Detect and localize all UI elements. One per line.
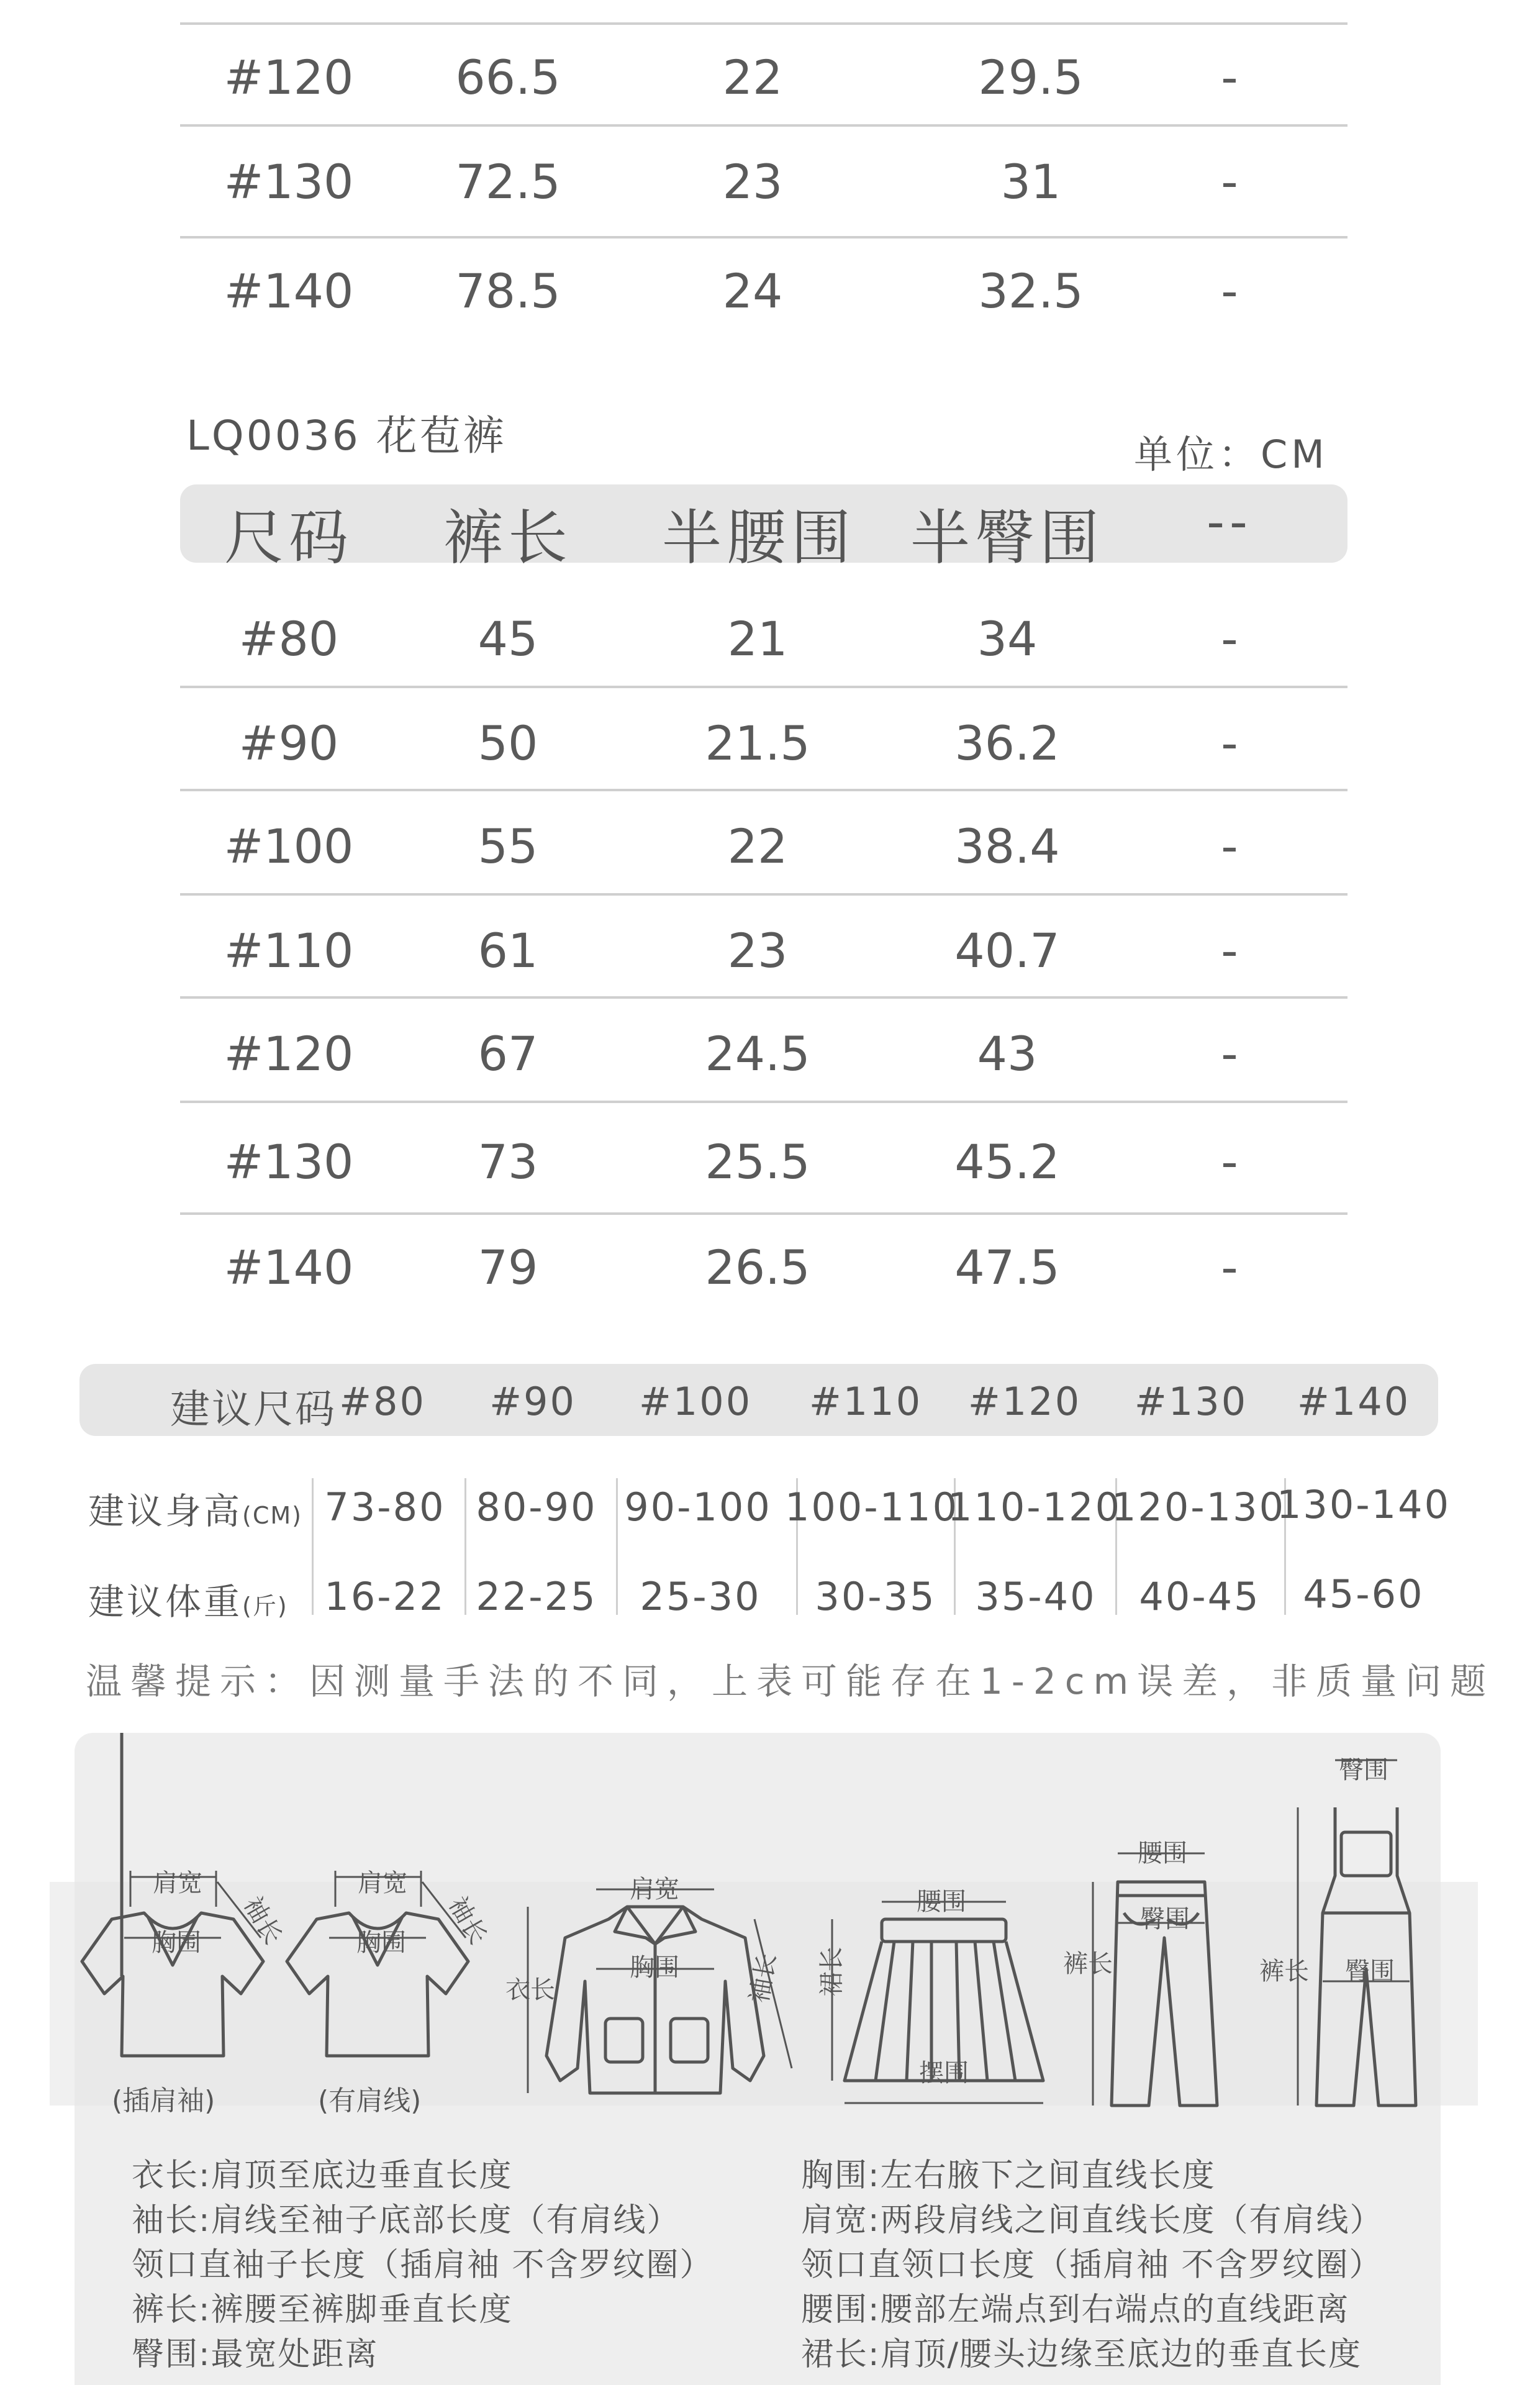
note-left: 领口直袖子长度（插肩袖 不含罗纹圈） (132, 2246, 713, 2284)
label-sleeve: 袖长 (443, 1892, 492, 1950)
value-cell: 21.5 (705, 716, 810, 771)
value-cell: 34 (977, 611, 1038, 666)
value-cell: 61 (478, 923, 538, 978)
recommend-height: 130-140 (1276, 1482, 1451, 1527)
table2 (180, 584, 1348, 1314)
recommend-height: 73-80 (324, 1484, 446, 1530)
recommend-height: 100-110 (784, 1484, 959, 1530)
value-cell: 47.5 (954, 1240, 1060, 1295)
value-cell: 40.7 (954, 923, 1060, 978)
note-right: 裙长:肩顶/腰头边缘至底边的垂直长度 (801, 2336, 1362, 2373)
value-cell: 66.5 (455, 50, 561, 105)
size-cell: #140 (224, 263, 354, 319)
value-cell: 23 (727, 923, 788, 978)
value-cell: 73 (478, 1134, 538, 1189)
garment-diagrams (0, 1733, 1540, 2130)
recommend-weight: 22-25 (476, 1574, 597, 1619)
note-right: 胸围:左右腋下之间直线长度 (801, 2157, 1216, 2194)
recommend-size: #140 (1297, 1379, 1411, 1424)
recommend-weight: 30-35 (815, 1574, 936, 1619)
label-sleeve: 袖长 (238, 1892, 288, 1950)
note-right: 腰围:腰部左端点到右端点的直线距离 (801, 2291, 1350, 2328)
label-chest: 胸围 (630, 1953, 679, 1982)
value-cell: - (1221, 819, 1238, 874)
recommend-size: #100 (638, 1379, 753, 1424)
size-cell: #120 (224, 1026, 354, 1081)
recommend-size: #120 (967, 1379, 1082, 1424)
value-cell: 72.5 (455, 154, 561, 209)
value-cell: 21 (727, 611, 788, 666)
label-sleeve: 袖长 (745, 1951, 782, 2006)
value-cell: - (1221, 1134, 1238, 1189)
value-cell: 23 (722, 154, 783, 209)
table-row (180, 999, 1348, 1103)
table-row (180, 584, 1348, 688)
recommend-weight-label (88, 1573, 288, 1625)
measurement-tip: 温馨提示：因测量手法的不同，上表可能存在1-2cm误差，非质量问题 (86, 1660, 1495, 1702)
header-size: 尺码 (224, 503, 353, 573)
weight-unit: (斤) (242, 1592, 288, 1620)
value-cell: - (1221, 716, 1238, 771)
value-cell: - (1221, 1240, 1238, 1295)
table-row (180, 1215, 1348, 1314)
table-header (180, 484, 1348, 573)
section-title: LQ0036 花苞裤 (186, 412, 507, 460)
table-row (180, 791, 1348, 896)
value-cell: 22 (727, 819, 788, 874)
recommend-weight: 16-22 (324, 1574, 446, 1619)
recommend-height: 80-90 (476, 1484, 597, 1530)
overalls-diagram (1298, 1760, 1416, 2106)
header-half-waist: 半腰围 (662, 503, 856, 573)
note-right: 领口直领口长度（插肩袖 不含罗纹圈） (801, 2246, 1383, 2284)
value-cell: 29.5 (978, 50, 1084, 105)
header-pants-length: 裤长 (443, 503, 573, 573)
label-hip: 臀围 (1345, 1957, 1395, 1986)
header-half-hip: 半臀围 (910, 503, 1104, 573)
table-row (180, 688, 1348, 791)
column-divider (312, 1478, 314, 1615)
value-cell: 24.5 (705, 1026, 810, 1081)
recommend-size: #80 (339, 1379, 426, 1424)
value-cell: 38.4 (954, 819, 1060, 874)
size-cell: #130 (224, 154, 354, 209)
label-hip: 臀围 (1140, 1905, 1190, 1933)
table-row (180, 25, 1348, 127)
label-length: 衣长 (505, 1976, 555, 2004)
size-cell: #130 (224, 1134, 354, 1189)
height-unit: (CM) (242, 1502, 302, 1529)
recommend-height: 120-130 (1111, 1484, 1286, 1530)
value-cell: 22 (722, 50, 783, 105)
recommend-height: 90-100 (624, 1484, 772, 1530)
value-cell: 78.5 (455, 263, 561, 319)
unit-label: 单位：CM (1134, 432, 1328, 477)
shoulder-seam-caption: (有肩线) (318, 2085, 422, 2117)
label-chest: 胸围 (356, 1928, 406, 1957)
size-cell: #80 (238, 611, 339, 666)
value-cell: 36.2 (954, 716, 1060, 771)
value-cell: 67 (478, 1026, 538, 1081)
table1 (180, 25, 1348, 344)
recommend-size: #110 (808, 1379, 923, 1424)
value-cell: 25.5 (705, 1134, 810, 1189)
note-left: 衣长:肩顶至底边垂直长度 (132, 2157, 513, 2194)
recommend-height-label (88, 1482, 302, 1534)
value-cell: 45 (478, 611, 538, 666)
size-cell: #120 (224, 50, 354, 105)
label-hem: 摆围 (919, 2059, 969, 2087)
value-cell: 43 (977, 1026, 1038, 1081)
table-row (180, 1103, 1348, 1215)
column-divider (616, 1478, 618, 1615)
recommend-header-label: 建议尺码 (170, 1387, 337, 1433)
label-shoulder: 肩宽 (153, 1869, 202, 1897)
value-cell: 55 (478, 819, 538, 874)
note-left: 臀围:最宽处距离 (132, 2336, 379, 2373)
recommend-size: #90 (489, 1379, 576, 1424)
label-pants-length: 裤长 (1063, 1950, 1113, 1978)
value-cell: 24 (722, 263, 783, 319)
value-cell: 50 (478, 716, 538, 771)
raglan-caption: (插肩袖) (112, 2085, 215, 2117)
value-cell: 26.5 (705, 1240, 810, 1295)
height-label-text: 建议身高 (88, 1490, 243, 1532)
recommend-weight: 35-40 (975, 1574, 1097, 1619)
label-waist: 腰围 (917, 1888, 966, 1916)
label-chest: 胸围 (152, 1928, 201, 1957)
recommend-size: #130 (1134, 1379, 1248, 1424)
pants-diagram (1093, 1853, 1217, 2106)
value-cell: - (1221, 923, 1238, 978)
table-row (180, 238, 1348, 344)
size-cell: #90 (238, 716, 339, 771)
value-cell: 45.2 (954, 1134, 1060, 1189)
note-right: 肩宽:两段肩线之间直线长度（有肩线） (801, 2202, 1384, 2239)
size-cell: #110 (224, 923, 354, 978)
recommend-height: 110-120 (947, 1484, 1122, 1530)
value-cell: 32.5 (978, 263, 1084, 319)
weight-label-text: 建议体重 (88, 1581, 243, 1623)
note-left: 裤长:裤腰至裤脚垂直长度 (132, 2291, 513, 2328)
label-hip: 臀围 (1339, 1756, 1388, 1784)
value-cell: - (1221, 263, 1238, 319)
value-cell: - (1221, 1026, 1238, 1081)
table-row (180, 127, 1348, 238)
recommend-weight: 25-30 (640, 1574, 761, 1619)
value-cell: - (1221, 50, 1238, 105)
label-shoulder: 肩宽 (630, 1875, 679, 1904)
label-waist: 腰围 (1138, 1839, 1187, 1868)
recommend-weight: 40-45 (1139, 1574, 1261, 1619)
column-divider (464, 1478, 466, 1615)
header-empty: -- (1207, 493, 1252, 551)
recommend-header (79, 1364, 1438, 1436)
label-skirt-length: 裙长 (817, 1947, 846, 1997)
value-cell: - (1221, 154, 1238, 209)
value-cell: 31 (1000, 154, 1061, 209)
value-cell: - (1221, 611, 1238, 666)
size-cell: #140 (224, 1240, 354, 1295)
size-cell: #100 (224, 819, 354, 874)
table-row (180, 896, 1348, 999)
note-left: 袖长:肩线至袖子底部长度（有肩线） (132, 2202, 681, 2239)
label-pants-length: 裤长 (1259, 1957, 1309, 1986)
value-cell: 79 (478, 1240, 538, 1295)
recommend-weight: 45-60 (1303, 1571, 1424, 1617)
label-shoulder: 肩宽 (358, 1869, 407, 1897)
